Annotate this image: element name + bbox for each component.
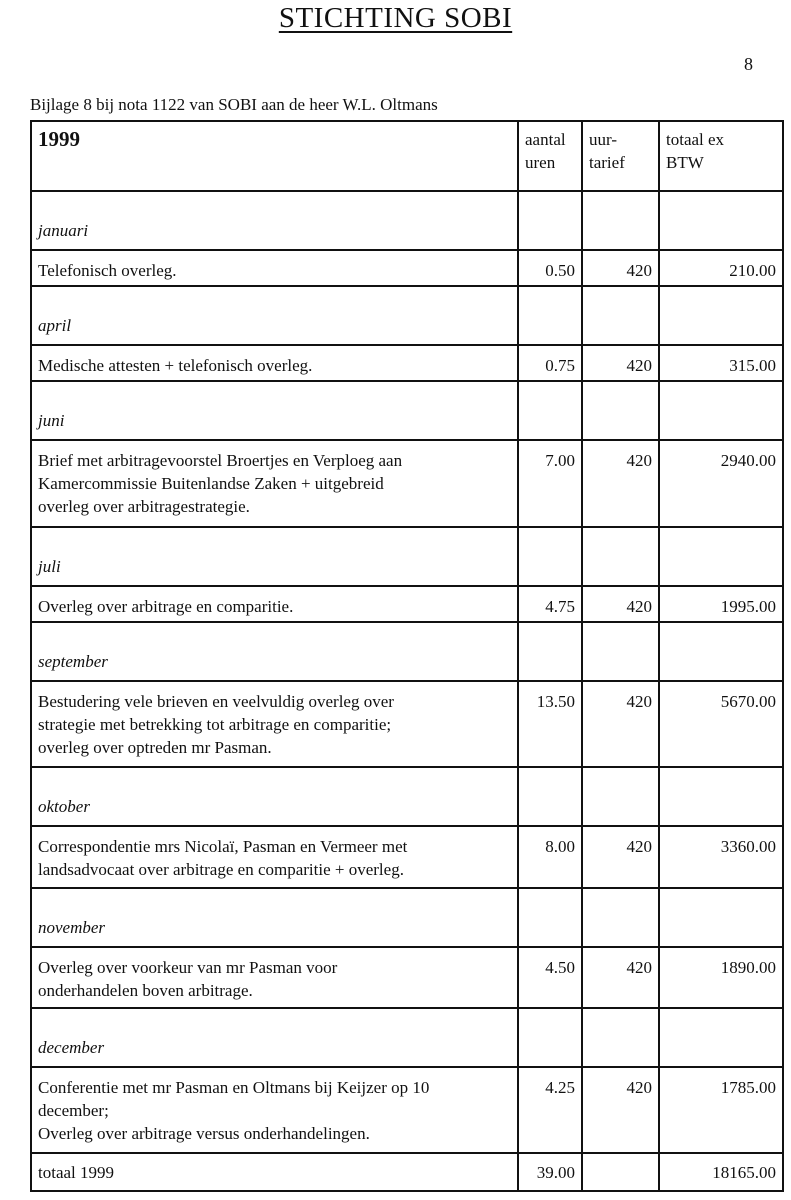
- table-row: [31, 440, 783, 526]
- table-header-row: [31, 121, 783, 191]
- empty-cell: [659, 767, 783, 826]
- hours-cell: 4.25: [518, 1067, 582, 1154]
- empty-cell: [582, 888, 659, 947]
- description-line: Bestudering vele brieven en veelvuldig overleg over: [38, 691, 394, 711]
- month-row: [31, 888, 783, 947]
- month-row: [31, 191, 783, 250]
- hours-cell: 0.75: [518, 345, 582, 381]
- empty-cell: [518, 191, 582, 250]
- hours-cell: 4.50: [518, 947, 582, 1008]
- month-cell: [31, 381, 518, 440]
- total-cell: 315.00: [659, 345, 783, 381]
- rate-cell: 420: [582, 681, 659, 767]
- table-row: [31, 1067, 783, 1154]
- month-label: juli: [38, 556, 61, 576]
- description-cell: [31, 826, 518, 887]
- total-label: totaal 1999: [31, 1153, 518, 1191]
- total-hours: 39.00: [518, 1153, 582, 1191]
- description-line: Correspondentie mrs Nicolaï, Pasman en Vermeer met: [38, 837, 408, 857]
- month-label: juni: [38, 411, 65, 431]
- month-label: november: [38, 917, 106, 937]
- month-cell: [31, 888, 518, 947]
- total-cell: 2940.00: [659, 440, 783, 526]
- empty-cell: [582, 527, 659, 586]
- empty-cell: [518, 527, 582, 586]
- description-cell: [31, 345, 518, 381]
- attachment-caption: Bijlage 8 bij nota 1122 van SOBI aan de heer W.L. Oltmans: [30, 95, 438, 114]
- empty-cell: [582, 286, 659, 345]
- rate-cell: 420: [582, 947, 659, 1008]
- hours-cell: 7.00: [518, 440, 582, 526]
- month-label: januari: [38, 221, 89, 240]
- empty-cell: [518, 1008, 582, 1067]
- empty-cell: [582, 1008, 659, 1067]
- empty-cell: [582, 622, 659, 681]
- description-cell: [31, 681, 518, 767]
- total-cell: 210.00: [659, 250, 783, 286]
- year-heading: 1999: [38, 127, 80, 151]
- hours-header-line: uren: [525, 153, 556, 172]
- table-row: [31, 586, 783, 622]
- rate-cell: 420: [582, 440, 659, 526]
- empty-cell: [518, 767, 582, 826]
- month-cell: [31, 527, 518, 586]
- empty-cell: [659, 888, 783, 947]
- total-rate-empty: [582, 1153, 659, 1191]
- description-line: strategie met betrekking tot arbitrage en comparitie;: [38, 714, 392, 734]
- total-column-header: [659, 121, 783, 191]
- description-line: Kamercommissie Buitenlandse Zaken + uitgebreid: [38, 474, 384, 494]
- month-label: december: [38, 1037, 105, 1057]
- table-row: [31, 250, 783, 286]
- month-label: oktober: [38, 797, 90, 817]
- month-label: september: [38, 651, 108, 671]
- empty-cell: [659, 381, 783, 440]
- rate-cell: 420: [582, 1067, 659, 1154]
- month-cell: [31, 191, 518, 250]
- description-line: Telefonisch overleg.: [38, 261, 177, 280]
- rate-cell: 420: [582, 250, 659, 286]
- empty-cell: [659, 622, 783, 681]
- description-line: Conferentie met mr Pasman en Oltmans bij Keijzer op 10: [38, 1077, 430, 1097]
- description-line: Overleg over arbitrage en comparitie.: [38, 596, 294, 616]
- hours-cell: 0.50: [518, 250, 582, 286]
- table-row: [31, 345, 783, 381]
- description-line: Overleg over voorkeur van mr Pasman voor: [38, 957, 338, 977]
- empty-cell: [582, 191, 659, 250]
- total-cell: 1995.00: [659, 586, 783, 622]
- empty-cell: [659, 1008, 783, 1067]
- description-cell: [31, 440, 518, 526]
- month-row: [31, 286, 783, 345]
- description-line: overleg over optreden mr Pasman.: [38, 737, 272, 757]
- description-cell: [31, 1067, 518, 1154]
- empty-cell: [659, 286, 783, 345]
- description-cell: [31, 586, 518, 622]
- empty-cell: [659, 527, 783, 586]
- total-header-line: BTW: [666, 153, 704, 172]
- empty-cell: [518, 622, 582, 681]
- rate-column-header: [582, 121, 659, 191]
- empty-cell: [582, 381, 659, 440]
- month-row: [31, 767, 783, 826]
- hours-header-line: aantal: [525, 130, 566, 149]
- description-cell: [31, 947, 518, 1008]
- description-line: december;: [38, 1100, 109, 1120]
- hours-cell: 8.00: [518, 826, 582, 887]
- description-line: overleg over arbitragestrategie.: [38, 497, 250, 517]
- total-cell: 1890.00: [659, 947, 783, 1008]
- table-row: [31, 947, 783, 1008]
- description-line: onderhandelen boven arbitrage.: [38, 980, 253, 1000]
- hours-ledger-table: [30, 120, 784, 1192]
- hours-cell: 4.75: [518, 586, 582, 622]
- rate-header-line: uur-: [589, 130, 617, 149]
- month-cell: [31, 1008, 518, 1067]
- description-cell: [31, 250, 518, 286]
- month-row: [31, 1008, 783, 1067]
- rate-cell: 420: [582, 826, 659, 887]
- empty-cell: [582, 767, 659, 826]
- month-cell: [31, 767, 518, 826]
- month-label: april: [38, 316, 72, 336]
- description-line: Overleg over arbitrage versus onderhandelingen.: [38, 1123, 370, 1143]
- rate-cell: 420: [582, 345, 659, 381]
- empty-cell: [518, 286, 582, 345]
- empty-cell: [518, 381, 582, 440]
- rate-header-line: tarief: [589, 153, 625, 172]
- rate-cell: 420: [582, 586, 659, 622]
- hours-cell: 13.50: [518, 681, 582, 767]
- month-cell: [31, 622, 518, 681]
- month-row: [31, 622, 783, 681]
- document-title: STICHTING SOBI: [278, 2, 513, 34]
- table-row: [31, 826, 783, 887]
- hours-column-header: [518, 121, 582, 191]
- total-cell: 5670.00: [659, 681, 783, 767]
- total-cell: 1785.00: [659, 1067, 783, 1154]
- total-cell: 3360.00: [659, 826, 783, 887]
- empty-cell: [659, 191, 783, 250]
- table-row: [31, 681, 783, 767]
- month-row: [31, 527, 783, 586]
- month-cell: [31, 286, 518, 345]
- description-line: Medische attesten + telefonisch overleg.: [38, 356, 313, 376]
- description-line: Brief met arbitragevoorstel Broertjes en Verploeg aan: [38, 451, 403, 471]
- month-row: [31, 381, 783, 440]
- empty-cell: [518, 888, 582, 947]
- description-line: landsadvocaat over arbitrage en comparitie + overleg.: [38, 860, 404, 880]
- page-number: 8: [744, 54, 753, 74]
- total-row: [31, 1153, 783, 1191]
- total-amount: 18165.00: [659, 1153, 783, 1191]
- total-header-line: totaal ex: [666, 130, 725, 149]
